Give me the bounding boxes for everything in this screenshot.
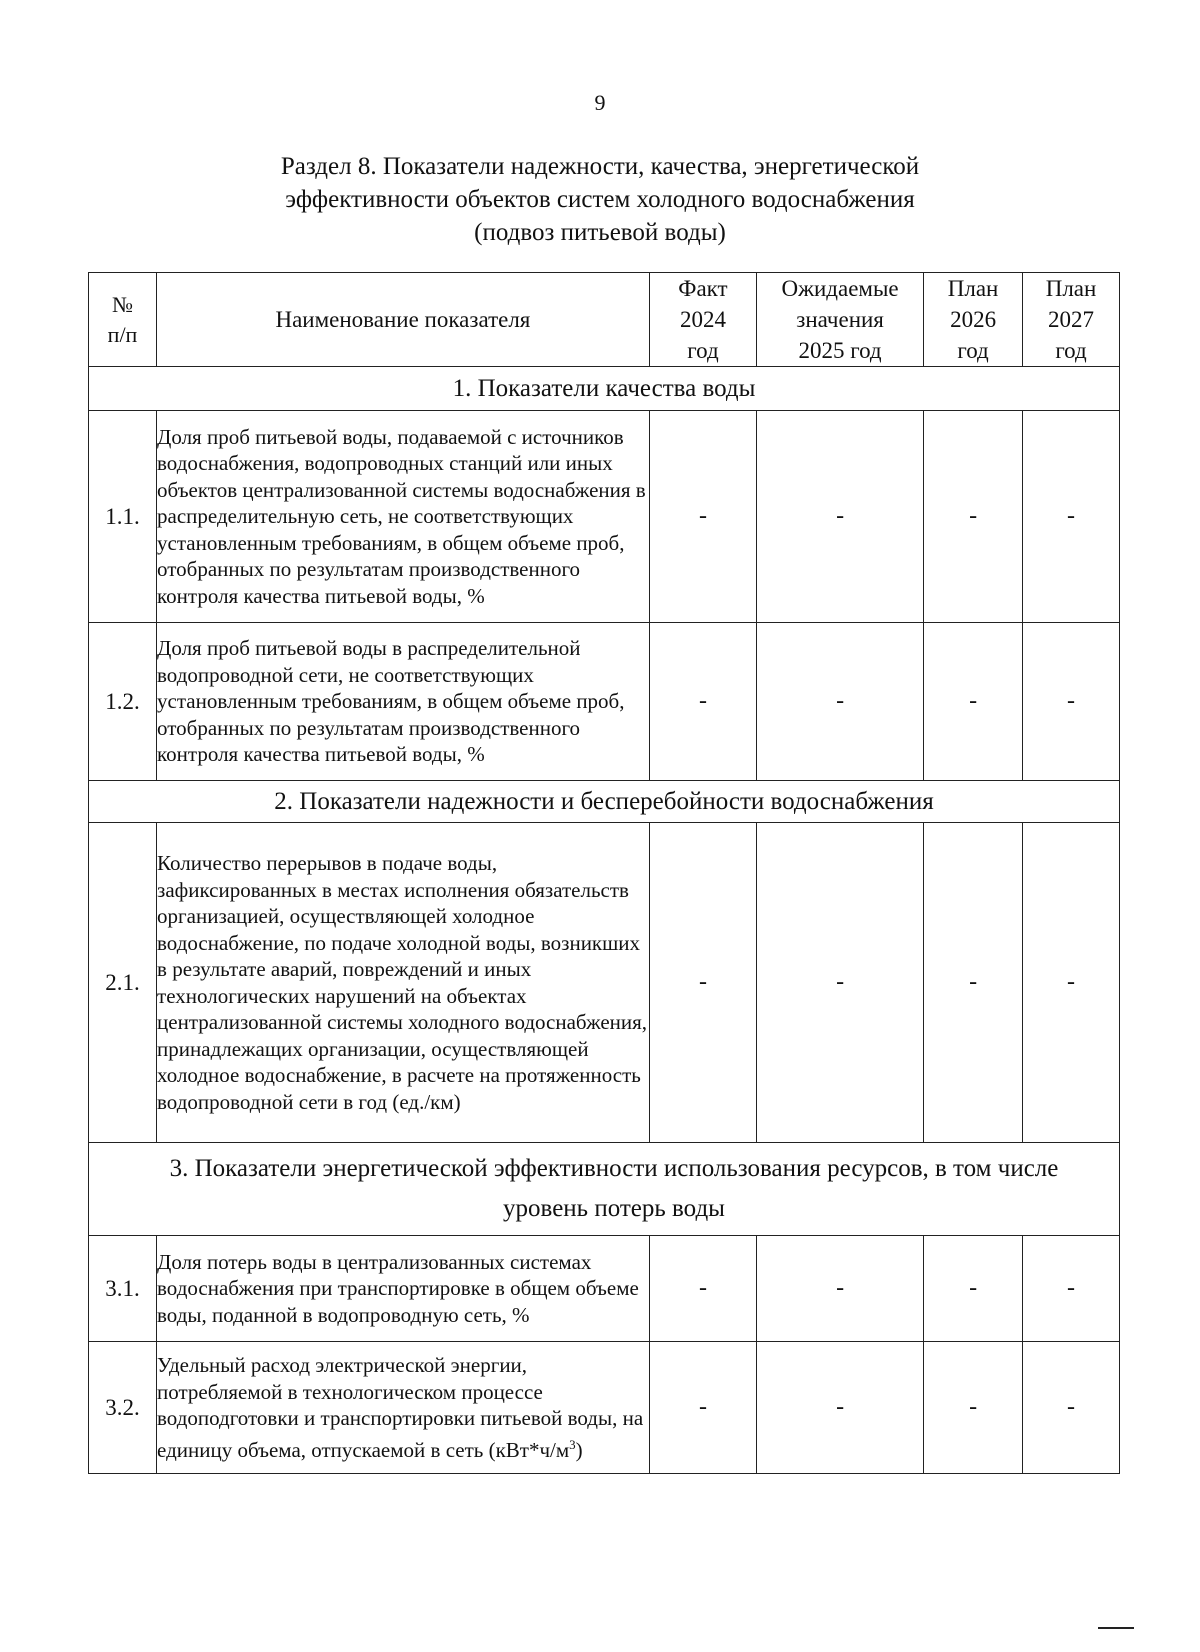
indicator-name: Доля проб питьевой воды, подаваемой с источников водоснабжения, водопроводных станций или иных объектов централизованной системы водоснабжения в распределительную сеть, не соответствующих установленным требованиям, в общем объеме проб, отобранных по результатам производственного контроля качества питьевой воды, % <box>157 411 650 623</box>
section-title-line-2: эффективности объектов систем холодного водоснабжения <box>285 186 915 213</box>
value-plan-2027: - <box>1023 1236 1120 1342</box>
header-fact-2024: Факт 2024 год <box>649 273 756 367</box>
indicator-name-text: Удельный расход электрической энергии, потребляемой в технологическом процессе водоподготовки и транспортировки питьевой воды, на единицу объема, отпускаемой в сеть (кВт*ч/м <box>157 1353 644 1462</box>
value-plan-2027: - <box>1023 411 1120 623</box>
group-row-1 <box>89 367 1120 411</box>
indicators-table <box>88 272 1120 1474</box>
group-title-1: 1. Показатели качества воды <box>89 367 1120 411</box>
indicator-name-superscript: 3 <box>569 1436 576 1452</box>
value-fact-2024: - <box>649 623 756 781</box>
value-plan-2026: - <box>924 1236 1023 1342</box>
section-title-line-1: Раздел 8. Показатели надежности, качества, энергетической <box>280 153 920 180</box>
value-expected-2025: - <box>757 623 924 781</box>
value-plan-2027: - <box>1023 623 1120 781</box>
value-fact-2024: - <box>649 823 756 1143</box>
page-number: 9 <box>594 90 606 115</box>
group-row-2 <box>89 781 1120 823</box>
page-corner-mark <box>1098 1627 1134 1629</box>
indicator-name: Количество перерывов в подаче воды, зафиксированных в местах исполнения обязательств организацией, осуществляющей холодное водоснабжение, по подаче холодной воды, возникших в результате аварий, повреждений и иных технологических нарушений на объектах централизованной системы холодного водоснабжения, принадлежащих организации, осуществляющей холодное водоснабжение, в расчете на протяженность водопроводной сети в год (ед./км) <box>157 823 650 1143</box>
table-row <box>89 823 1120 1143</box>
group-title-3: 3. Показатели энергетической эффективности использования ресурсов, в том числе уровень потерь воды <box>89 1143 1120 1236</box>
indicator-name <box>157 1342 650 1474</box>
section-title <box>150 150 1050 249</box>
value-plan-2026: - <box>924 623 1023 781</box>
value-fact-2024: - <box>649 1236 756 1342</box>
table-header-row <box>89 273 1120 367</box>
header-expected-2025: Ожидаемые значения 2025 год <box>757 273 924 367</box>
value-expected-2025: - <box>757 1342 924 1474</box>
indicator-name-tail: ) <box>575 1437 583 1462</box>
table-row <box>89 1236 1120 1342</box>
value-fact-2024: - <box>649 411 756 623</box>
value-plan-2027: - <box>1023 823 1120 1143</box>
value-plan-2026: - <box>924 411 1023 623</box>
indicator-name: Доля потерь воды в централизованных системах водоснабжения при транспортировке в общем объеме воды, поданной в водопроводную сеть, % <box>157 1236 650 1342</box>
value-plan-2026: - <box>924 1342 1023 1474</box>
indicator-name: Доля проб питьевой воды в распределительной водопроводной сети, не соответствующих установленным требованиям, в общем объеме проб, отобранных по результатам производственного контроля качества питьевой воды, % <box>157 623 650 781</box>
row-number: 3.1. <box>89 1236 157 1342</box>
table-row <box>89 411 1120 623</box>
header-name: Наименование показателя <box>157 273 650 367</box>
group-row-3 <box>89 1143 1120 1236</box>
header-plan-2026: План 2026 год <box>924 273 1023 367</box>
header-num: № п/п <box>89 273 157 367</box>
row-number: 2.1. <box>89 823 157 1143</box>
value-expected-2025: - <box>757 411 924 623</box>
table-row <box>89 1342 1120 1474</box>
value-expected-2025: - <box>757 1236 924 1342</box>
value-plan-2026: - <box>924 823 1023 1143</box>
value-expected-2025: - <box>757 823 924 1143</box>
section-title-line-3: (подвоз питьевой воды) <box>474 219 726 246</box>
header-plan-2027: План 2027 год <box>1023 273 1120 367</box>
value-plan-2027: - <box>1023 1342 1120 1474</box>
row-number: 1.2. <box>89 623 157 781</box>
group-title-2: 2. Показатели надежности и бесперебойности водоснабжения <box>89 781 1120 823</box>
value-fact-2024: - <box>649 1342 756 1474</box>
row-number: 1.1. <box>89 411 157 623</box>
table-row <box>89 623 1120 781</box>
row-number: 3.2. <box>89 1342 157 1474</box>
